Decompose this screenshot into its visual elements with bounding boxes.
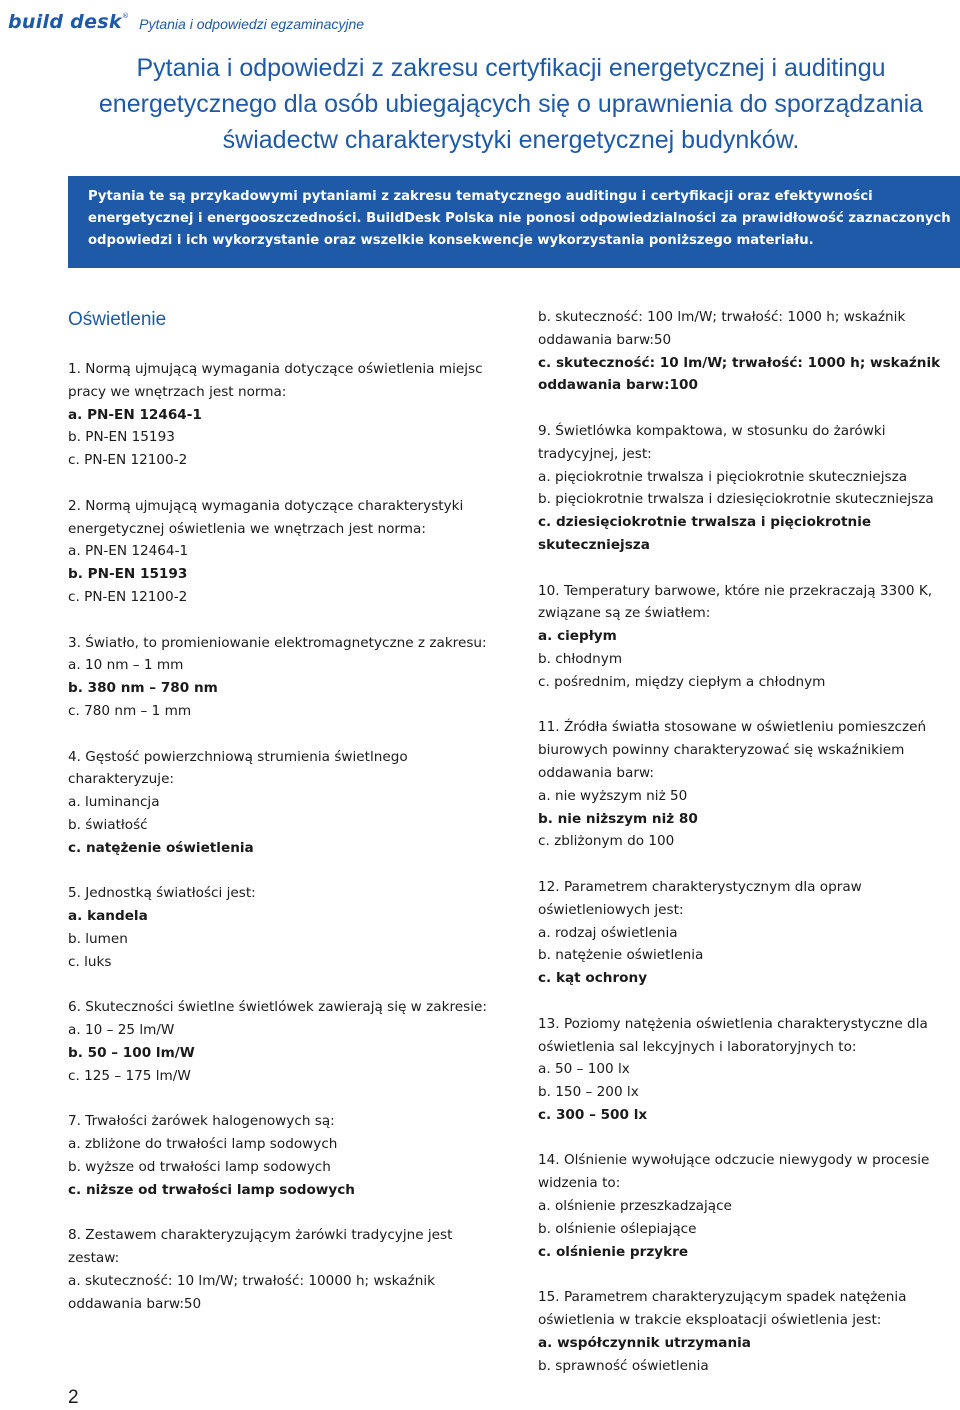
answer-option-correct: a. ciepłym xyxy=(538,628,617,645)
answer-option: c. 780 nm – 1 mm xyxy=(68,702,192,719)
question-text: 8. Zestawem charakteryzującym żarówki tradycyjne jest zestaw: xyxy=(68,1227,453,1267)
left-column xyxy=(68,306,488,1338)
question-6 xyxy=(68,996,488,1087)
answer-option: b. pięciokrotnie trwalsza i dziesięciokrotnie skuteczniejsza xyxy=(538,491,934,508)
question-7 xyxy=(68,1110,488,1201)
answer-option: b. wyższe od trwałości lamp sodowych xyxy=(68,1158,331,1175)
answer-option-correct: b. nie niższym niż 80 xyxy=(538,810,698,827)
page-header xyxy=(8,4,364,32)
answer-option: b. natężenie oświetlenia xyxy=(538,947,704,964)
answer-option: a. PN-EN 12464-1 xyxy=(68,543,189,560)
question-3 xyxy=(68,632,488,723)
answer-option-correct: c. dziesięciokrotnie trwalsza i pięciokrotnie skuteczniejsza xyxy=(538,514,872,553)
answer-option-correct: c. olśnienie przykre xyxy=(538,1243,689,1260)
question-5 xyxy=(68,882,488,973)
answer-option-correct: b. 50 – 100 lm/W xyxy=(68,1044,195,1061)
answer-option-correct: c. natężenie oświetlenia xyxy=(68,839,254,856)
page-number: 2 xyxy=(68,1387,79,1408)
answer-option-correct: c. skuteczność: 10 lm/W; trwałość: 1000 h; wskaźnik oddawania barw:100 xyxy=(538,354,941,394)
answer-option: a. luminancja xyxy=(68,794,160,811)
answer-option: a. 10 nm – 1 mm xyxy=(68,657,184,674)
answer-option: c. zbliżonym do 100 xyxy=(538,833,675,850)
section-title: Oświetlenie xyxy=(68,309,167,330)
answer-option-correct: b. 380 nm – 780 nm xyxy=(68,680,218,697)
right-column xyxy=(538,306,960,1400)
answer-option-correct: a. kandela xyxy=(68,908,148,925)
answer-option: a. pięciokrotnie trwalsza i pięciokrotnie skuteczniejsza xyxy=(538,468,908,485)
question-8-part2 xyxy=(538,306,960,397)
answer-option: a. rodzaj oświetlenia xyxy=(538,924,678,941)
answer-option: c. pośrednim, między ciepłym a chłodnym xyxy=(538,673,826,690)
question-text: 11. Źródła światła stosowane w oświetleniu pomieszczeń biurowych powinny charakteryzować się wskaźnikiem oddawania barw: xyxy=(538,719,927,781)
question-14 xyxy=(538,1149,960,1263)
answer-option: b. skuteczność: 100 lm/W; trwałość: 1000 h; wskaźnik oddawania barw:50 xyxy=(538,309,906,348)
question-4 xyxy=(68,746,488,860)
question-12 xyxy=(538,876,960,990)
question-1 xyxy=(68,358,488,472)
answer-option: b. światłość xyxy=(68,816,148,833)
question-text: 14. Olśnienie wywołujące odczucie niewygody w procesie widzenia to: xyxy=(538,1152,930,1192)
question-text: 15. Parametrem charakteryzującym spadek natężenia oświetlenia w trakcie eksploatacji oświetlenia jest: xyxy=(538,1289,907,1329)
answer-option: c. luks xyxy=(68,953,112,970)
answer-option: c. 125 – 175 lm/W xyxy=(68,1067,191,1084)
question-text: 5. Jednostką światłości jest: xyxy=(68,885,256,902)
answer-option: b. PN-EN 15193 xyxy=(68,429,175,446)
header-title: Pytania i odpowiedzi egzaminacyjne xyxy=(139,16,365,32)
answer-option: b. 150 – 200 lx xyxy=(538,1084,639,1101)
question-13 xyxy=(538,1013,960,1127)
question-text: 7. Trwałości żarówek halogenowych są: xyxy=(68,1113,335,1130)
answer-option: b. lumen xyxy=(68,930,128,947)
answer-option-correct: c. niższe od trwałości lamp sodowych xyxy=(68,1181,355,1198)
question-2 xyxy=(68,495,488,609)
answer-option: a. nie wyższym niż 50 xyxy=(538,787,688,804)
answer-option-correct: a. PN-EN 12464-1 xyxy=(68,406,202,423)
answer-option: a. 50 – 100 lx xyxy=(538,1061,630,1078)
question-8-part1 xyxy=(68,1224,488,1315)
question-10 xyxy=(538,580,960,694)
answer-option: c. PN-EN 12100-2 xyxy=(68,452,188,469)
question-text: 10. Temperatury barwowe, które nie przekraczają 3300 K, związane są ze światłem: xyxy=(538,582,933,622)
question-11 xyxy=(538,716,960,853)
question-text: 9. Świetlówka kompaktowa, w stosunku do żarówki tradycyjnej, jest: xyxy=(538,422,886,462)
answer-option-correct: c. 300 – 500 lx xyxy=(538,1106,648,1123)
question-text: 4. Gęstość powierzchniową strumienia świetlnego charakteryzuje: xyxy=(68,748,408,788)
builddesk-logo: build desk® xyxy=(8,11,130,33)
question-text: 6. Skuteczności świetlne świetlówek zawierają się w zakresie: xyxy=(68,999,487,1016)
answer-option: a. zbliżone do trwałości lamp sodowych xyxy=(68,1136,338,1153)
answer-option: b. chłodnym xyxy=(538,650,623,667)
question-9 xyxy=(538,420,960,557)
disclaimer-box: Pytania te są przykadowymi pytaniami z zakresu tematycznego auditingu i certyfikacji oraz efektywności energetycznej i energooszczedności. BuildDesk Polska nie ponosi odpowiedzialności za prawidłowość zaznaczonych odpowiedzi i ich wykorzystanie oraz wszelkie konsekwencje wykorzystania poniższego materiału. xyxy=(68,176,960,268)
answer-option-correct: b. PN-EN 15193 xyxy=(68,566,188,583)
answer-option-correct: a. współczynnik utrzymania xyxy=(538,1334,751,1351)
question-text: 13. Poziomy natężenia oświetlenia charakterystyczne dla oświetlenia sal lekcyjnych i laboratoryjnych to: xyxy=(538,1015,928,1055)
question-15 xyxy=(538,1286,960,1377)
question-text: 2. Normą ujmującą wymagania dotyczące charakterystyki energetycznej oświetlenia we wnętrzach jest norma: xyxy=(68,497,464,537)
answer-option: a. skuteczność: 10 lm/W; trwałość: 10000 h; wskaźnik oddawania barw:50 xyxy=(68,1272,436,1312)
answer-option: b. sprawność oświetlenia xyxy=(538,1357,709,1374)
answer-option: c. PN-EN 12100-2 xyxy=(68,588,188,605)
question-text: 3. Światło, to promieniowanie elektromagnetyczne z zakresu: xyxy=(68,634,487,651)
answer-option: a. olśnienie przeszkadzające xyxy=(538,1198,732,1215)
document-title: Pytania i odpowiedzi z zakresu certyfikacji energetycznej i auditingu energetycznego dla osób ubiegających się o uprawnienia do sporządzania świadectw charakterystyki energetycznej budynków. xyxy=(98,54,924,154)
answer-option: a. 10 – 25 lm/W xyxy=(68,1022,175,1039)
question-text: 12. Parametrem charakterystycznym dla opraw oświetleniowych jest: xyxy=(538,878,862,918)
question-text: 1. Normą ujmującą wymagania dotyczące oświetlenia miejsc pracy we wnętrzach jest norma: xyxy=(68,361,483,400)
answer-option-correct: c. kąt ochrony xyxy=(538,970,648,987)
answer-option: b. olśnienie oślepiające xyxy=(538,1220,697,1237)
